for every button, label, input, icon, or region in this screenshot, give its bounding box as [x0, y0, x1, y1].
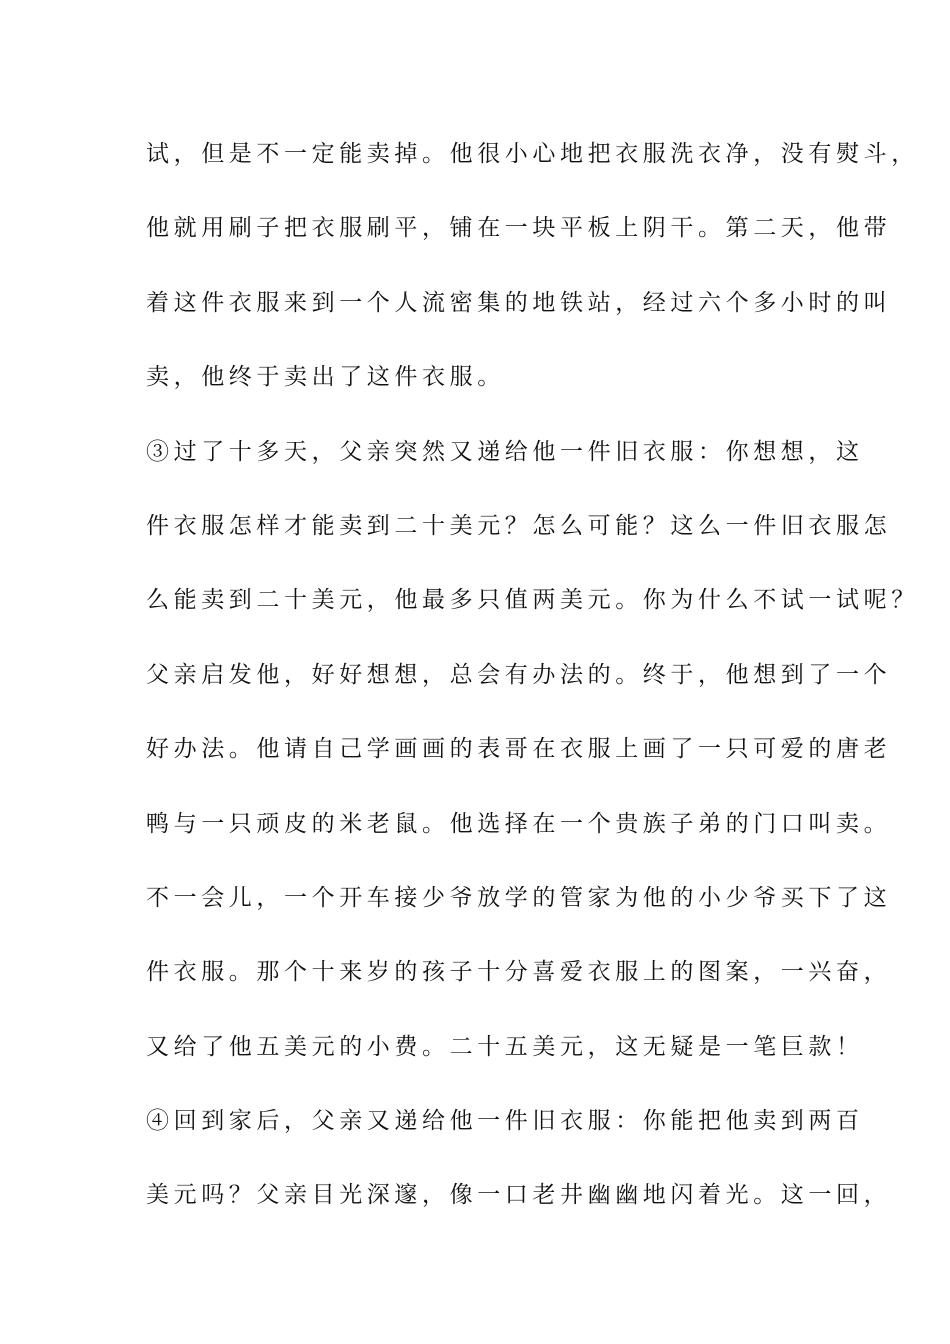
text-line: 又给了他五美元的小费。二十五美元，这无疑是一笔巨款！	[146, 1033, 864, 1060]
text-line: 他就用刷子把衣服刷平，铺在一块平板上阴干。第二天，他带	[146, 215, 892, 242]
text-line: 么能卖到二十美元，他最多只值两美元。你为什么不试一试呢？	[146, 587, 919, 614]
text-line: 不一会儿，一个开车接少爷放学的管家为他的小少爷买下了这	[146, 884, 892, 911]
paragraph-4-start-line: ④回到家后，父亲又递给他一件旧衣服：你能把他卖到两百	[146, 1108, 864, 1135]
text-line: 件衣服怎样才能卖到二十美元？怎么可能？这么一件旧衣服怎	[146, 512, 892, 539]
text-line: 着这件衣服来到一个人流密集的地铁站，经过六个多小时的叫	[146, 289, 892, 316]
text-line: 美元吗？父亲目光深邃，像一口老井幽幽地闪着光。这一回，	[146, 1182, 892, 1209]
text-line: 好办法。他请自己学画画的表哥在衣服上画了一只可爱的唐老	[146, 736, 892, 763]
text-line: 卖，他终于卖出了这件衣服。	[146, 364, 505, 391]
text-line: 父亲启发他，好好想想，总会有办法的。终于，他想到了一个	[146, 661, 892, 688]
paragraph-3-start-line: ③过了十多天，父亲突然又递给他一件旧衣服：你想想，这	[146, 438, 864, 465]
text-line: 鸭与一只顽皮的米老鼠。他选择在一个贵族子弟的门口叫卖。	[146, 810, 892, 837]
text-line: 件衣服。那个十来岁的孩子十分喜爱衣服上的图案，一兴奋，	[146, 959, 892, 986]
text-line: 试，但是不一定能卖掉。他很小心地把衣服洗衣净，没有熨斗，	[146, 141, 919, 167]
body-text	[146, 132, 919, 1248]
